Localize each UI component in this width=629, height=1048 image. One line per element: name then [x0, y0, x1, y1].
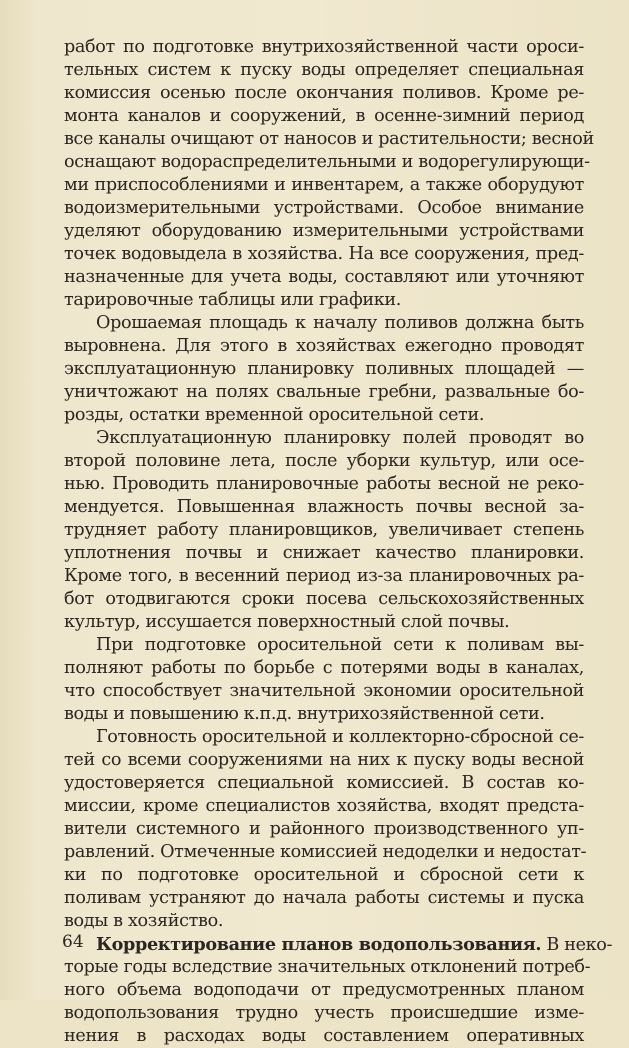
text-line: трудняет работу планировщиков, увеличивает степень — [64, 520, 584, 540]
section-heading: Корректирование планов водопользования. — [96, 934, 542, 955]
text-line: Эксплуатационную планировку полей проводят во — [96, 428, 584, 448]
text-line: водопользования трудно учесть происшедшие изме- — [64, 1003, 584, 1023]
text-line: точек водовыдела в хозяйства. На все сооружения, пред- — [64, 244, 584, 264]
text-line: монта каналов и сооружений, в осенне-зимний период — [64, 106, 584, 126]
text-line: оснащают водораспределительными и водорегулирующи- — [64, 152, 590, 172]
text-line: культур, иссушается поверхностный слой почвы. — [64, 612, 510, 632]
text-line: вители системного и районного производственного уп- — [64, 819, 584, 839]
text-line: ми приспособлениями и инвентарем, а также оборудуют — [64, 175, 584, 195]
text-line: Готовность оросительной и коллекторно-сбросной се- — [96, 727, 584, 747]
text-line: При подготовке оросительной сети к поливам вы- — [96, 635, 584, 655]
text-line: тей со всеми сооружениями на них к пуску воды весной — [64, 750, 584, 770]
text-line: тарировочные таблицы или графики. — [64, 290, 402, 310]
text-line: Орошаемая площадь к началу поливов должна быть — [96, 313, 584, 333]
text-line: уплотнения почвы и снижает качество планировки. — [64, 543, 584, 563]
text-line: поливам устраняют до начала работы системы и пуска — [64, 888, 584, 908]
text-line: мендуется. Повышенная влажность почвы весной за- — [64, 497, 584, 517]
page-number: 64 — [62, 932, 84, 952]
text-line: тельных систем к пуску воды определяет специальная — [64, 60, 584, 80]
text-line: уделяют оборудованию измерительными устройствами — [64, 221, 584, 241]
text-line: комиссия осенью после окончания поливов. Кроме ре- — [64, 83, 584, 103]
text-line: выровнена. Для этого в хозяйствах ежегодно проводят — [64, 336, 584, 356]
section-first-line — [64, 933, 613, 956]
text-line: Кроме того, в весенний период из-за планировочных ра- — [64, 566, 584, 586]
text-line: воды и повышению к.п.д. внутрихозяйственной сети. — [64, 704, 545, 724]
text-line: уничтожают на полях свальные гребни, развальные бо- — [64, 382, 584, 402]
text-line: миссии, кроме специалистов хозяйства, входят предста- — [64, 796, 584, 816]
text-line: нью. Проводить планировочные работы весной не реко- — [64, 474, 584, 494]
text-line: равлений. Отмеченные комиссией недоделки и недостат- — [64, 842, 587, 862]
text-line: ного объема водоподачи от предусмотренных планом — [64, 980, 584, 1000]
text-line: нения в расходах воды составлением оперативных — [64, 1026, 584, 1046]
body-text — [64, 36, 613, 1048]
text-line: розды, остатки временной оросительной сети. — [64, 405, 485, 425]
text-line: бот отодвигаются сроки посева сельскохозяйственных — [64, 589, 584, 609]
text-line: удостоверяется специальной комиссией. В состав ко- — [64, 773, 584, 793]
text-line: эксплуатационную планировку поливных площадей — — [64, 359, 584, 379]
text-line: что способствует значительной экономии оросительной — [64, 681, 584, 701]
text-line: все каналы очищают от наносов и растительности; весной — [64, 129, 594, 149]
text-line: полняют работы по борьбе с потерями воды в каналах, — [64, 658, 584, 678]
text-line: второй половине лета, после уборки культур, или осе- — [64, 451, 584, 471]
section-heading-continuation: В неко- — [541, 935, 613, 955]
text-line: воды в хозяйство. — [64, 911, 224, 931]
text-line: назначенные для учета воды, составляют или уточняют — [64, 267, 584, 287]
text-line: ки по подготовке оросительной и сбросной сети к — [64, 865, 584, 885]
text-line: торые годы вследствие значительных отклонений потреб- — [64, 957, 591, 977]
text-line: водоизмерительными устройствами. Особое внимание — [64, 198, 584, 218]
text-line: работ по подготовке внутрихозяйственной части ороси- — [64, 37, 584, 57]
